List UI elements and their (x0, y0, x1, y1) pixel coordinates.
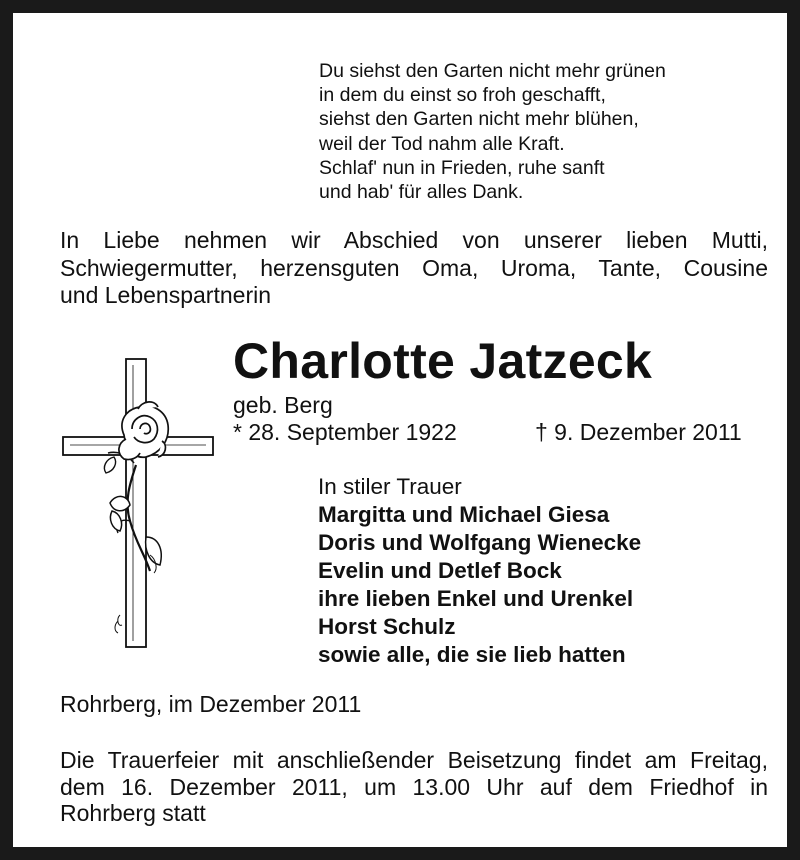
cross-with-rose-icon (58, 353, 218, 653)
mourner-name: Horst Schulz (318, 614, 456, 639)
birth-name: geb. Berg (233, 392, 333, 418)
mourners (318, 473, 641, 669)
deceased-name: Charlotte Jatzeck (233, 333, 653, 389)
poem-line: und hab' für alles Dank. (319, 181, 524, 204)
ceremony-line: Rohrberg statt (60, 800, 206, 826)
intro-line: In Liebe nehmen wir Abschied von unserer lieben Mutti, (60, 227, 768, 253)
ceremony-notice (60, 747, 768, 827)
poem-line: Du siehst den Garten nicht mehr grünen (319, 60, 666, 82)
mourner-name: Margitta und Michael Giesa (318, 502, 610, 527)
poem-line: Schlaf' nun in Frieden, ruhe sanft (319, 156, 605, 179)
mourning-heading: In stiler Trauer (318, 474, 462, 499)
poem-line: weil der Tod nahm alle Kraft. (319, 132, 565, 155)
place-date: Rohrberg, im Dezember 2011 (60, 691, 362, 717)
mourner-name: Evelin und Detlef Bock (318, 558, 562, 583)
ceremony-line: Die Trauerfeier mit anschließender Beisetzung findet am Freitag, (60, 747, 768, 773)
mourner-name: ihre lieben Enkel und Urenkel (318, 586, 634, 611)
intro-line: Schwiegermutter, herzensguten Oma, Uroma, Tante, Cousine (60, 254, 768, 281)
death-date: † 9. Dezember 2011 (535, 419, 742, 445)
poem-line: siehst den Garten nicht mehr blühen, (319, 108, 639, 131)
ceremony-line: dem 16. Dezember 2011, um 13.00 Uhr auf dem Friedhof in (60, 773, 768, 800)
poem-line: in dem du einst so froh geschafft, (319, 84, 606, 107)
intro-text (60, 227, 768, 310)
poem (319, 59, 666, 204)
intro-line: und Lebenspartnerin (60, 282, 271, 308)
birth-date: * 28. September 1922 (233, 419, 457, 445)
mourner-name: sowie alle, die sie lieb hatten (318, 642, 626, 667)
mourner-name: Doris und Wolfgang Wienecke (318, 530, 642, 555)
